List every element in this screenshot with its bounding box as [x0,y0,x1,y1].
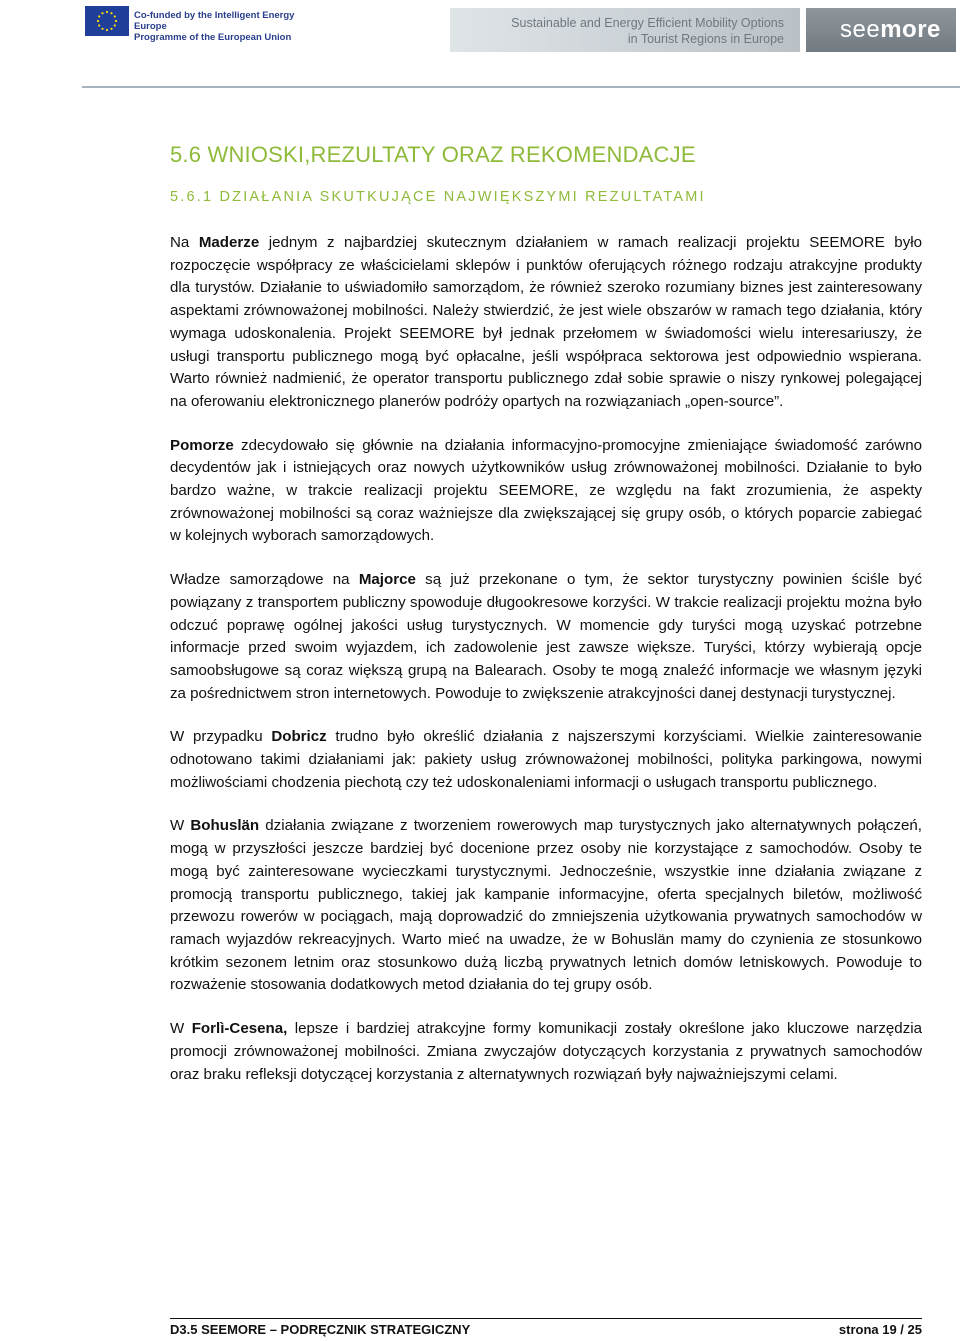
paragraph-text: zdecydowało się głównie na działania informacyjno-promocyjne zmieniające świadomość zarówno decydentów jak i istniejących oraz nowych użytkowników usług zrównoważonej mobilności. Działanie to było bardzo ważne, w trakcie realizacji projektu SEEMORE, ze względu na fakt zrozumienia, że aspekty zrównoważonej mobilności są coraz ważniejsze dla zwiększającej się grupy osób, o których poparcie zabiegać w kolejnych wyborach samorządowych. [170,436,922,545]
eu-star-icon [98,24,100,26]
seemore-logo [806,8,956,52]
eu-star-icon [110,12,112,14]
paragraph-madeira [170,232,922,414]
eu-star-icon [101,28,103,30]
subsection-heading: 5.6.1 DZIAŁANIA SKUTKUJĄCE NAJWIĘKSZYMI REZULTATAMI [170,189,706,205]
paragraph-text: Władze samorządowe na [170,571,359,589]
footer-page-number: strona 19 / 25 [838,1322,922,1337]
eu-star-icon [114,24,116,26]
region-name: Dobricz [271,728,327,746]
paragraph-text: W [170,1020,192,1038]
logo-text-bold: more [880,16,941,43]
eu-star-icon [115,20,117,22]
eu-star-icon [110,28,112,30]
footer-divider [170,1318,922,1319]
paragraph-text: lepsze i bardziej atrakcyjne formy komunikacji zostały określone jako kluczowe narzędzia promocji zrównoważonej mobilności. Zmiana zwyczajów dotyczących korzystania z prywatnych samochodów oraz braku refleksji dotyczącej korzystania z alternatywnych rozwiązań były najważniejszymi celami. [170,1020,922,1083]
paragraph-majorca [170,569,922,705]
paragraph-text: jednym z najbardziej skutecznym działaniem w ramach realizacji projektu SEEMORE było rozpoczęcie współpracy ze właścicielami sklepów i punktów oferujących różnego rodzaju atrakcyjne produkty dla turystów. Działanie to uświadomiło samorządom, że również szeroko rozumiany biznes jest zainteresowany aspektami zrównoważonej mobilności. Należy stwierdzić, że jest wiele obszarów w ramach tego działania, który wymaga udoskonalenia. Projekt SEEMORE był jednak przełomem w świadomości wielu interesariuszy, że usługi transportu publicznego mogą być opłacalne, jeśli współpraca sektorowa jest odpowiednio wspierana. Warto również nadmienić, że operator transportu publicznego zdał sobie sprawie o niszy rynkowej polegającej na oferowaniu elektronicznego planerów podróży opartych na rozwiązaniach „open-source”. [170,234,922,410]
eu-flag-icon [85,6,129,36]
paragraph-pomorze [170,435,922,549]
eu-star-icon [106,11,108,13]
eu-star-icon [101,12,103,14]
eu-star-icon [106,29,108,31]
paragraph-forli-cesena [170,1018,922,1086]
paragraph-text: W [170,817,191,835]
eu-funding-line-2: Programme of the European Union [134,32,292,43]
eu-star-icon [97,20,99,22]
banner-line-2: in Tourist Regions in Europe [627,32,784,46]
region-name: Bohuslän [190,817,260,835]
paragraph-text: trudno było określić działania z najszerszymi korzyściami. Wielkie zainteresowanie odnotowano takimi działaniami jak: pakiety usług zrównoważonej mobilności, polityka parkingowa, nowymi możliwościami chodzenia piechotą czy też udoskonaleniami informacji o usługach transportu publicznego. [170,728,922,791]
eu-star-icon [98,15,100,17]
paragraph-text: są już przekonane o tym, że sektor turystyczny powinien ściśle być powiązany z transportem publiczny spowoduje długookresowe korzyści. W trakcie realizacji projektu można było odczuć poprawę ogólnej jakości usług turystycznych. W momencie gdy turyści mogą uzyskać potrzebne informacje przed swoim wyjazdem, ich zadowolenie jest zawsze większe. Turyści, którzy wybierają opcje samoobsługowe są coraz większą grupą na Balearach. Osoby te mogą znaleźć informacje we własnym języki za pośrednictwem stron internetowych. Powoduje to zwiększenie atrakcyjności danej destynacji turystycznej. [170,571,923,702]
region-name: Majorce [358,571,416,589]
project-banner [450,8,800,52]
region-name: Maderze [198,234,260,251]
paragraph-text: W przypadku [170,728,272,746]
paragraph-dobrich [170,726,922,794]
banner-line-1: Sustainable and Energy Efficient Mobility Options [511,16,784,30]
page-header [0,0,960,88]
logo-text-light: see [840,16,881,43]
document-body [170,232,922,1107]
region-name: Forlì-Cesena, [191,1020,288,1038]
footer-document-title: D3.5 SEEMORE – PODRĘCZNIK STRATEGICZNY [170,1322,471,1337]
paragraph-text: Na [170,234,199,251]
header-divider [82,86,960,88]
section-heading: 5.6 WNIOSKI,REZULTATY ORAZ REKOMENDACJE [170,142,696,167]
region-name: Pomorze [170,436,234,454]
paragraph-bohuslan [170,815,922,997]
eu-star-icon [114,15,116,17]
eu-funding-line-1: Co-funded by the Intelligent Energy Europe [134,10,295,32]
paragraph-text: działania związane z tworzeniem rowerowych map turystycznych jako alternatywnych połączeń, mogą w przyszłości jeszcze bardziej być docenione przez osoby nie korzystające z samochodów. Osoby te mogą być zainteresowane wycieczkami turystycznymi. Jednocześnie, wszystkie inne działania związane z promocją transportu publicznego, takiej jak kampanie informacyjne, oferta specjalnych biletów, możliwość przewozu rowerów w pociągach, mają doprowadzić do zmniejszenia użytkowania prywatnych samochodów w ramach wyjazdów rekreacyjnych. Warto mieć na uwadze, że w Bohuslän mamy do czynienia ze stosunkowo krótkim sezonem letnim oraz stosunkowo dużą liczbą prywatnych letnich domów letniskowych. Powoduje to rozważenie stosowania dodatkowych metod działania do tej grupy osób. [170,817,922,994]
eu-funding-text [134,10,324,43]
